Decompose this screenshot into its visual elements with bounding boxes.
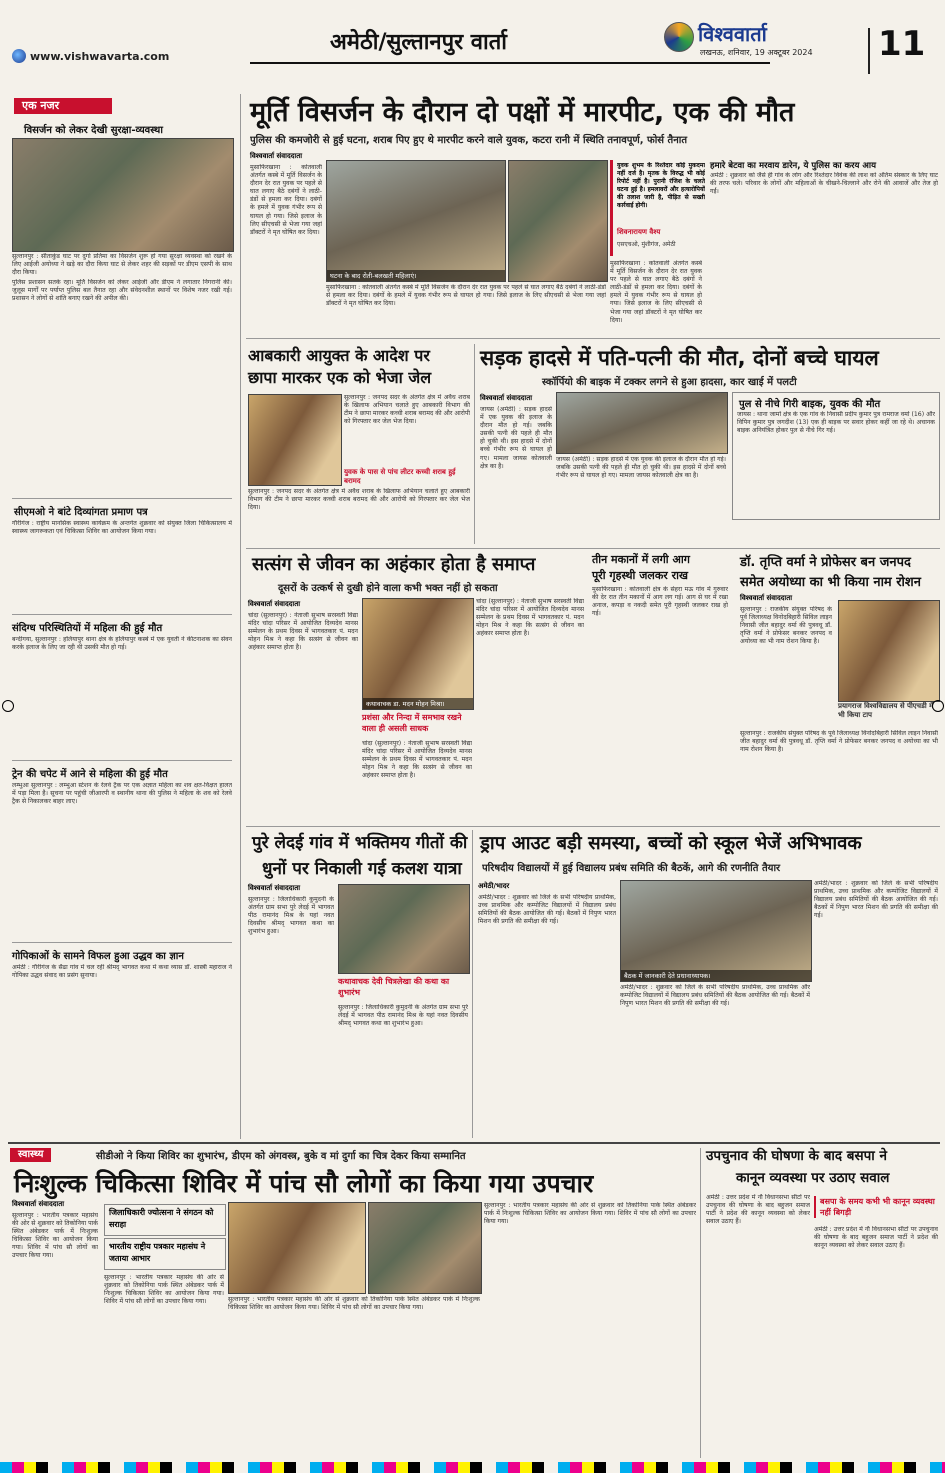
kalash-photo-caption: कथावाचक देवी चित्रलेखा की कथा का शुभारंभ — [338, 977, 450, 997]
kalash-headline-2: धुनों पर निकाली गई कलश यात्रा — [262, 859, 462, 879]
accident-side-title: पुल से नीचे गिरी बाइक, युवक की मौत — [739, 399, 881, 410]
accident-photo — [556, 392, 728, 454]
dropout-photo — [620, 880, 812, 982]
lead-body-col1: मुसाफिरखाना : कोतवाली अंतर्गत कस्बे में मूर्ति विसर्जन के दौरान देर रात युवक पर पहले से घात लगाए बैठे दबंगों ने लाठी-डंडों से हमला कर दिया। दबंगों के हमले में युवक गंभीर रूप से घायल हो गया। जिसे इलाज के लिए सीएचसी से भेजा गया जहां डॉक्टरों ने मृत घोषित कर दिया। — [250, 164, 322, 236]
lead-subhead: पुलिस की कमजोरी से हुई घटना, शराब पिए हुए थे मारपीट करने वाले युवक, कटरा रानी में स्थिति तनावपूर्ण, फोर्स तैनात — [250, 135, 688, 146]
abkari-body-2: सुल्तानपुर : जनपद सदर के अंतर्गत क्षेत्र में अवैध शराब के खिलाफ अभियान चलाते हुए आबकारी विभाग की टीम ने छापा मारकर कच्ची शराब बरामद की और आरोपी को गिरफ्तार कर जेल भेज दिया। — [248, 488, 470, 512]
story1-lead: सुल्तानपुर : सीताकुंड घाट पर दुर्गा प्रतिमा का विसर्जन शुरू हो गया सुरक्षा व्यवस्था को रखने के लिए आईजी अयोध्या ने खड़े का दौरा किया घाट से लेकर शहर की सड़कों पर डीएम एसपी के साथ दौरा किया। — [12, 253, 232, 277]
ek-nazar-label: एक नजर — [14, 98, 112, 114]
dropout-body: अमेठी/भादर : शुक्रवार को जिले के सभी परिषदीय प्राथमिक, उच्च प्राथमिक और कम्पोजिट विद्यालयों में विद्यालय प्रबंध समितियों की बैठक आयोजित की गई। बैठकों में निपुण भारत मिशन की प्रगति की समीक्षा की गई। — [478, 894, 616, 926]
abkari-photo — [248, 394, 342, 486]
story5-body: अमेठी : गौरीगंज के सैढा गांव में चल रही श्रीमद् भागवत कथा में कथा व्यास डॉ. शास्त्री महाराज ने गोपिका उद्धव संवाद का प्रसंग सुनाया। — [12, 964, 232, 980]
lead-body-col2: मुसाफिरखाना : कोतवाली अंतर्गत कस्बे में मूर्ति विसर्जन के दौरान देर रात युवक पर पहले से घात लगाए बैठे दबंगों ने लाठी-डंडों से हमला कर दिया। दबंगों के हमले में युवक गंभीर रूप से घायल हो गया। जिसे इलाज के लिए सीएचसी से भेजा गया जहां डॉक्टरों ने मृत घोषित कर दिया। — [326, 284, 606, 308]
kalash-photo — [338, 884, 470, 974]
dropout-byline: अमेठी/भादर — [478, 882, 510, 890]
satsang-headline: सत्संग से जीवन का अहंकार होता है समाप्त — [252, 554, 536, 575]
abkari-photo-caption: युवक के पास से पांच लीटर कच्ची शराब हुई बरामद — [344, 468, 456, 485]
satsang-body: चांदा (सुल्तानपुर) : नेताजी सुभाष सरस्वती विद्या मंदिर चांदा परिसर में आयोजित दिव्यदेव मानस सम्मेलन के प्रथम दिवस में भागवतकार पं. मदन मोहन मिश्र ने कहा कि सत्संग से जीवन का अहंकार समाप्त होता है। — [248, 612, 358, 652]
paper-name: विश्ववार्ता — [698, 22, 767, 46]
kalash-headline-1: पुरे लेदई गांव में भक्तिमय गीतों की — [252, 833, 468, 853]
city-date: लखनऊ, शनिवार, 19 अक्टूबर 2024 — [700, 48, 813, 57]
accident-byline: विश्ववार्ता संवाददाता — [480, 394, 533, 402]
bsp-body: अमेठी : उत्तर प्रदेश में नौ विधानसभा सीटों पर उपचुनाव की घोषणा के बाद बहुजन समाज पार्टी ने प्रदेश की कानून व्यवस्था को लेकर सवाल उठाए हैं। — [706, 1194, 810, 1226]
dropout-body-2: अमेठी/भादर : शुक्रवार को जिले के सभी परिषदीय प्राथमिक, उच्च प्राथमिक और कम्पोजिट विद्यालयों में विद्यालय प्रबंध समितियों की बैठक आयोजित की गई। बैठकों में निपुण भारत मिशन की प्रगति की समीक्षा की गई। — [620, 984, 810, 1008]
health-byline: विश्ववार्ता संवाददाता — [12, 1200, 65, 1208]
lead-body-col3: मुसाफिरखाना : कोतवाली अंतर्गत कस्बे में मूर्ति विसर्जन के दौरान देर रात युवक पर पहले से घात लगाए बैठे दबंगों ने लाठी-डंडों से हमला कर दिया। दबंगों के हमले में युवक गंभीर रूप से घायल हो गया। जिसे इलाज के लिए सीएचसी से भेजा गया जहां डॉक्टरों ने मृत घोषित कर दिया। — [610, 260, 702, 324]
satsang-pull-quote: प्रशंसा और निन्दा में समभाव रखने वाला ही असली साधक — [362, 713, 462, 733]
lead-side-body: अमेठी : शुक्रवार को जैसे ही गांव के लोग और रिश्तेदार विवेक की लाश को अंतिम संस्कार के लिए घाट की तरफ चले। परिवार के लोगों और महिलाओं के चीखने-चिल्लाने और रोने की आवाजें और तेज हो गईं। — [710, 172, 938, 196]
health-box-2-text: भारतीय राष्ट्रीय पत्रकार महासंघ ने जताया आभार — [109, 1242, 206, 1263]
bsp-pull-quote: बसपा के समय कभी भी कानून व्यवस्था नहीं बिगड़ी — [814, 1196, 944, 1218]
health-box-2 — [104, 1238, 226, 1270]
health-body-3: सुल्तानपुर : भारतीय पत्रकार महासंघ की ओर से शुक्रवार को तिकोनिया पार्क स्थित अंबेडकर पार्क में निःशुल्क चिकित्सा शिविर का आयोजन किया गया। शिविर में पांच सौ लोगों का उपचार किया गया। — [228, 1296, 480, 1312]
bsp-headline-1: उपचुनाव की घोषणा के बाद बसपा ने — [706, 1148, 887, 1164]
dropout-body-3: अमेठी/भादर : शुक्रवार को जिले के सभी परिषदीय प्राथमिक, उच्च प्राथमिक और कम्पोजिट विद्यालयों में विद्यालय प्रबंध समितियों की बैठक आयोजित की गई। बैठकों में निपुण भारत मिशन की प्रगति की समीक्षा की गई। — [814, 880, 938, 920]
lead-photo-2 — [508, 160, 608, 282]
lead-quote-box — [610, 160, 705, 256]
story1-title: विसर्जन को लेकर देखी सुरक्षा-व्यवस्था — [24, 125, 163, 136]
tin-makan-body: मुसाफिरखाना : कोतवाली क्षेत्र के सेहरा मऊ गांव में गुरुवार की देर रात तीन मकानों में आग लग गई। आग से घर में रखा अनाज, कपड़ा व नकदी समेत पूरी गृहस्थी जलकर राख हो गई। — [592, 586, 728, 618]
health-body-2: सुल्तानपुर : भारतीय पत्रकार महासंघ की ओर से शुक्रवार को तिकोनिया पार्क स्थित अंबेडकर पार्क में निःशुल्क चिकित्सा शिविर का आयोजन किया गया। शिविर में पांच सौ लोगों का उपचार किया गया। — [104, 1274, 224, 1306]
lead-side-title: हमारे बेटवा का मरवाय डारेन, ये पुलिस का करय आय — [710, 161, 877, 171]
accident-side-box — [732, 392, 940, 520]
dropout-subhead: परिषदीय विद्यालयों में हुई विद्यालय प्रबंध समिति की बैठकें, आगे की रणनीति तैयार — [482, 863, 781, 874]
lead-headline: मूर्ति विसर्जन के दौरान दो पक्षों में मारपीट, एक की मौत — [250, 97, 795, 128]
health-tag: स्वास्थ्य — [10, 1148, 51, 1162]
page-number: 11 — [878, 24, 926, 64]
dropout-headline: ड्राप आउट बड़ी समस्या, बच्चों को स्कूल भेजें अभिभावक — [480, 833, 862, 854]
professor-photo — [838, 600, 940, 702]
section-underline — [250, 62, 770, 64]
health-box-1 — [104, 1204, 226, 1236]
story4-body: लम्भुआ सुल्तानपुर : लम्भुआ स्टेशन के रेलवे ट्रैक पर एक अज्ञात महिला का शव क्षत-विक्षत हालत में पड़ा मिला है। सूचना पर पहुंची जीआरपी व स्थानीय थाना की पुलिस ने महिला के शव को रेलवे ट्रैक से निकालकर बाहर लाए। — [12, 782, 232, 806]
story1-photo — [12, 138, 234, 252]
lead-byline: विश्ववार्ता संवाददाता — [250, 152, 303, 160]
professor-body-2: सुल्तानपुर : राजकीय संयुक्त परिषद के पूर्व जिलाध्यक्ष विनोदबिहारी सिविल लाइन निवासी जीत बहादुर वर्मा की पुत्रवधू डॉ. तृप्ति वर्मा ने प्रोफेसर बनकर जनपद व अयोध्या का भी नाम रोशन किया है। — [740, 730, 938, 754]
kalash-byline: विश्ववार्ता संवाददाता — [248, 884, 301, 892]
registration-mark-left — [2, 700, 14, 712]
lead-quote: युवक शुभम के रिश्तेदार कोई मुकदमा नहीं दर्ज है। मृतक के विरुद्ध भी कोई रिपोर्ट नहीं है। पुरानी रंजिश के चलते घटना हुई है। हमलावरों और हत्यारोपियों की तलाश जारी है, पीड़ित से सख्ती कार्रवाई होगी। — [617, 162, 705, 210]
story3-title: संदिग्ध परिस्थितियों में महिला की हुई मौत — [12, 623, 163, 634]
page-number-divider — [868, 28, 870, 74]
story2-title: सीएमओ ने बांटे दिव्यांगता प्रमाण पत्र — [14, 507, 148, 518]
paper-logo-icon — [664, 22, 694, 52]
accident-body-2: जायस (अमेठी) : सड़क हादसे में एक युवक की इलाज के दौरान मौत हो गई। जबकि उसकी पत्नी की पहले ही मौत हो चुकी थी। इस हादसे में दोनों बच्चे गंभीर रूप से घायल हो गए। मामला जायस कोतवाली क्षेत्र का है। — [556, 456, 726, 480]
story2-body: गौरीगंज : राष्ट्रीय मानसिक स्वास्थ्य कार्यक्रम के अन्तर्गत शुक्रवार को संयुक्त जिला चिकित्सालय में स्वास्थ्य जागरूकता एवं चिकित्सा शिविर का आयोजन किया गया। — [12, 520, 232, 536]
satsang-body-3: चांदा (सुल्तानपुर) : नेताजी सुभाष सरस्वती विद्या मंदिर चांदा परिसर में आयोजित दिव्यदेव मानस सम्मेलन के प्रथम दिवस में भागवतकार पं. मदन मोहन मिश्र ने कहा कि सत्संग से जीवन का अहंकार समाप्त होता है। — [476, 598, 584, 638]
lead-quote-author: शिवनारायण वैश्य — [617, 228, 661, 236]
accident-subhead: स्कॉर्पियो की बाइक में टक्कर लगने से हुआ हादसा, कार खाई में पलटी — [542, 377, 797, 388]
story5-title: गोपिकाओं के सामने विफल हुआ उद्धव का ज्ञान — [12, 951, 184, 962]
professor-photo-caption: प्रयागराज विश्वविद्यालय से पीएचडी में भी किया टाप — [838, 702, 934, 719]
abkari-body: सुल्तानपुर : जनपद सदर के अंतर्गत क्षेत्र में अवैध शराब के खिलाफ अभियान चलाते हुए आबकारी विभाग की टीम ने छापा मारकर कच्ची शराब बरामद की और आरोपी को गिरफ्तार कर जेल भेज दिया। — [344, 394, 470, 426]
left-column — [8, 94, 236, 1142]
health-photo-1 — [228, 1202, 366, 1294]
lead-photo-caption: घटना के बाद रोती-बलखती महिलाएं। — [327, 270, 505, 281]
lead-quote-role: एसएचओ, मुंशीगंज, अमेठी — [617, 241, 676, 248]
color-registration-bar — [0, 1462, 945, 1473]
professor-headline-1: डॉ. तृप्ति वर्मा ने प्रोफेसर बन जनपद — [740, 555, 911, 570]
health-box-1-text: जिलाधिकारी ज्योत्सना ने संगठन को सराहा — [109, 1208, 214, 1229]
website-url[interactable]: www.vishwavarta.com — [30, 50, 170, 63]
accident-headline: सड़क हादसे में पति-पत्नी की मौत, दोनों बच्चे घायल — [480, 346, 879, 370]
story1-body: पुलिस प्रशासन सतर्क रहा। मूर्ति विसर्जन को लेकर आईजी और डीएम ने लगातार निगरानी की। जुलूस मार्गों पर पर्याप्त पुलिस बल तैनात रहा और संवेदनशील स्थानों पर विशेष नजर रखी गई। प्रशासन ने लोगों से शांति बनाए रखने की अपील की। — [12, 279, 232, 303]
bsp-headline-2: कानून व्यवस्था पर उठाए सवाल — [736, 1170, 890, 1186]
lead-photo — [326, 160, 506, 282]
bsp-body-2: अमेठी : उत्तर प्रदेश में नौ विधानसभा सीटों पर उपचुनाव की घोषणा के बाद बहुजन समाज पार्टी ने प्रदेश की कानून व्यवस्था को लेकर सवाल उठाए हैं। — [814, 1226, 938, 1250]
registration-mark-right — [932, 700, 944, 712]
masthead — [0, 0, 945, 86]
globe-icon — [12, 49, 26, 63]
story3-body: बन्दीगया, सुल्तानपुर : हलियापुर थाना क्षेत्र के हलियापुर कस्बे में एक युवती ने कीटनाशक का सेवन करके इलाज के लिए जा रही थी उसकी मौत हो गई। — [12, 636, 232, 652]
accident-side-body: जायस : थाना जामों क्षेत्र के एक गांव के निवासी प्रदीप कुमार पुत्र रामराज वर्मा (16) और विपिन कुमार पुत्र जगदीश (13) एक ही बाइक पर सवार होकर कहीं जा रहे थे। अचानक बाइक अनियंत्रित होकर पुल से नीचे गिर गई। — [737, 411, 935, 435]
health-body: सुल्तानपुर : भारतीय पत्रकार महासंघ की ओर से शुक्रवार को तिकोनिया पार्क स्थित अंबेडकर पार्क में निःशुल्क चिकित्सा शिविर का आयोजन किया गया। शिविर में पांच सौ लोगों का उपचार किया गया। — [12, 1212, 98, 1260]
professor-body: सुल्तानपुर : राजकीय संयुक्त परिषद के पूर्व जिलाध्यक्ष विनोदबिहारी सिविल लाइन निवासी जीत बहादुर वर्मा की पुत्रवधू डॉ. तृप्ति वर्मा ने प्रोफेसर बनकर जनपद व अयोध्या का भी नाम रोशन किया है। — [740, 606, 832, 646]
satsang-body-2: चांदा (सुल्तानपुर) : नेताजी सुभाष सरस्वती विद्या मंदिर चांदा परिसर में आयोजित दिव्यदेव मानस सम्मेलन के प्रथम दिवस में भागवतकार पं. मदन मोहन मिश्र ने कहा कि सत्संग से जीवन का अहंकार समाप्त होता है। — [362, 740, 472, 780]
dropout-photo-caption: बैठक में जानकारी देते प्रधानाध्यापक। — [621, 970, 811, 981]
kalash-body-2: सुल्तानपुर : जिलाधिकारी कुमुदनी के अंतर्गत ग्राम सभा पुरे लेदई में भागवत पीठ रामानंद मिश्र के यहां नवत दिवसीय श्रीमद् भागवत कथा का शुभारंभ हुआ। — [338, 1004, 468, 1028]
satsang-subhead: दूसरों के उत्कर्ष से दुखी होने वाला कभी भक्त नहीं हो सकता — [278, 583, 498, 594]
abkari-headline-2: छापा मारकर एक को भेजा जेल — [248, 368, 432, 387]
accident-body: जायस (अमेठी) : सड़क हादसे में एक युवक की इलाज के दौरान मौत हो गई। जबकि उसकी पत्नी की पहले ही मौत हो चुकी थी। इस हादसे में दोनों बच्चे गंभीर रूप से घायल हो गए। मामला जायस कोतवाली क्षेत्र का है। — [480, 406, 552, 470]
professor-headline-2: समेत अयोध्या का भी किया नाम रोशन — [740, 575, 921, 590]
health-body-4: सुल्तानपुर : भारतीय पत्रकार महासंघ की ओर से शुक्रवार को तिकोनिया पार्क स्थित अंबेडकर पार्क में निःशुल्क चिकित्सा शिविर का आयोजन किया गया। शिविर में पांच सौ लोगों का उपचार किया गया। — [484, 1202, 696, 1226]
health-headline: निःशुल्क चिकित्सा शिविर में पांच सौ लोगों का किया गया उपचार — [14, 1169, 594, 1198]
story4-title: ट्रेन की चपेट में आने से महिला की हुई मौत — [12, 769, 168, 780]
section-title: अमेठी/सुल्तानपुर वार्ता — [330, 30, 507, 55]
abkari-headline-1: आबकारी आयुक्त के आदेश पर — [248, 346, 430, 365]
kalash-body: सुल्तानपुर : जिलाधिकारी कुमुदनी के अंतर्गत ग्राम सभा पुरे लेदई में भागवत पीठ रामानंद मिश्र के यहां नवत दिवसीय श्रीमद् भागवत कथा का शुभारंभ हुआ। — [248, 896, 334, 936]
professor-byline: विश्ववार्ता संवाददाता — [740, 594, 793, 602]
tin-makan-headline-2: पूरी गृहस्थी जलकर राख — [592, 569, 688, 582]
tin-makan-headline-1: तीन मकानों में लगी आग — [592, 553, 690, 566]
satsang-byline: विश्ववार्ता संवाददाता — [248, 600, 301, 608]
health-tagline: सीडीओ ने किया शिविर का शुभारंभ, डीएम को अंगवस्त्र, बुके व मां दुर्गा का चित्र देकर किया सम्मानित — [96, 1151, 466, 1162]
satsang-photo-caption: कथावाचक डा. मदन मोहन मिश्रा। — [363, 698, 473, 709]
satsang-photo — [362, 598, 474, 710]
health-photo-2 — [368, 1202, 482, 1294]
